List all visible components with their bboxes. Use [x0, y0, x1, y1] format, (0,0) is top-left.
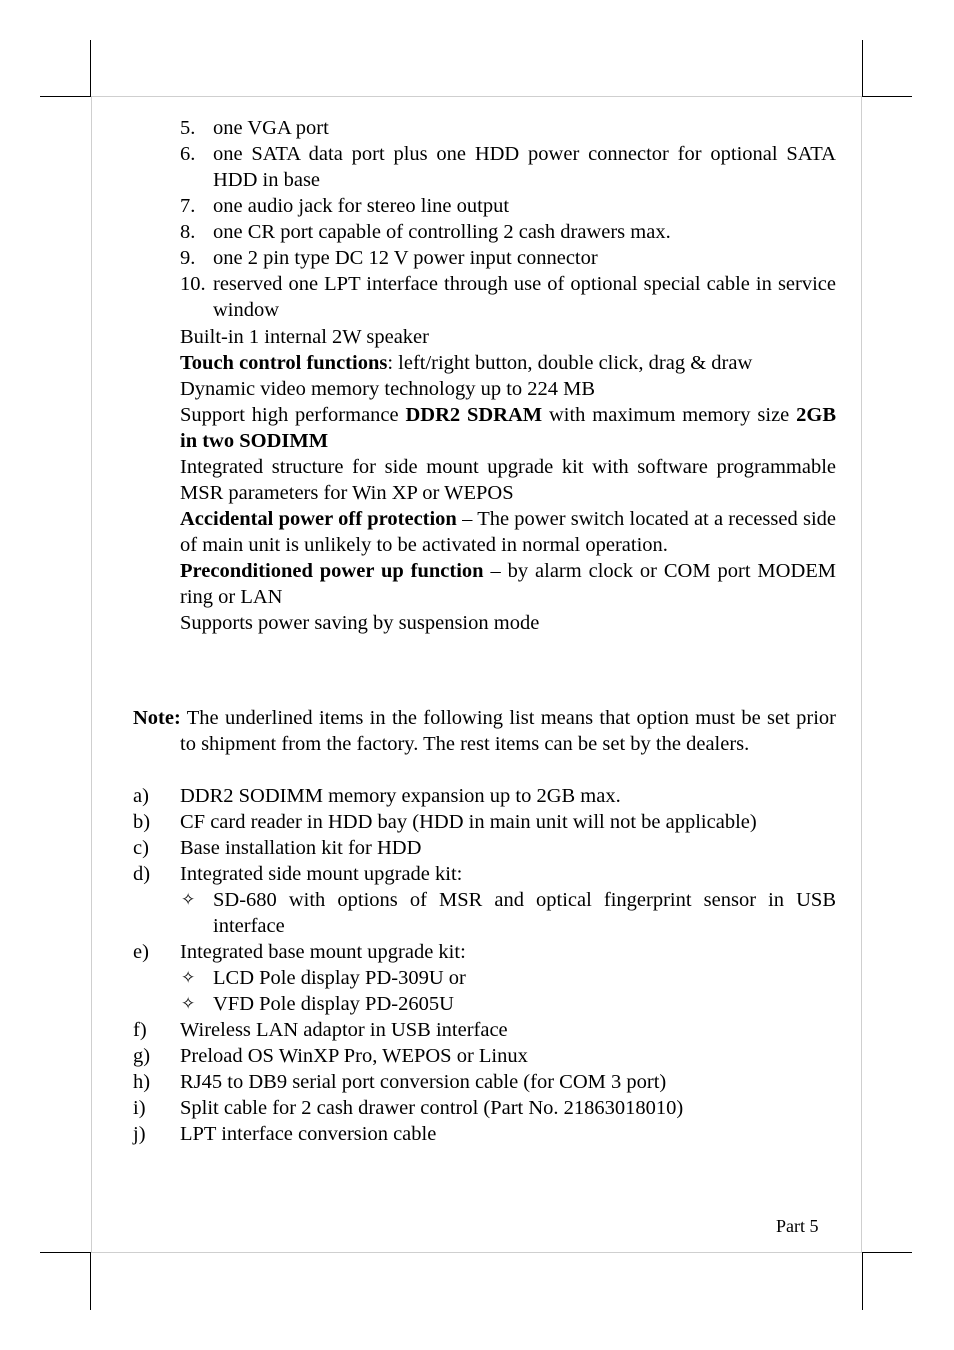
list-item [133, 1069, 836, 1095]
crop-mark-bottom-right-vertical [862, 1253, 863, 1310]
item-text: Wireless LAN adaptor in USB interface [180, 1019, 508, 1041]
precond-paragraph [180, 558, 836, 610]
crop-mark-top-right-vertical [862, 40, 863, 96]
diamond-bullet-icon: ✧ [181, 968, 196, 988]
crop-mark-top-right-horizontal [862, 96, 912, 97]
list-item [180, 193, 836, 219]
list-item [133, 861, 836, 887]
list-item [133, 835, 836, 861]
item-number: 10. [180, 273, 206, 295]
ddr-bold: DDR2 SDRAM [405, 404, 543, 426]
item-text: RJ45 to DB9 serial port conversion cable (for COM 3 port) [180, 1071, 667, 1093]
precond-text: – by alarm clock or COM port MODEM ring or LAN [180, 560, 837, 608]
item-number: 6. [180, 143, 196, 165]
list-item [133, 1121, 836, 1147]
item-text: Integrated side mount upgrade kit: [180, 863, 463, 885]
list-item [133, 939, 836, 965]
diamond-bullet-icon: ✧ [181, 890, 196, 910]
item-letter: g) [133, 1045, 151, 1067]
ddr-paragraph [180, 402, 836, 454]
sub-item-text: SD-680 with options of MSR and optical fingerprint sensor in USB interface [213, 889, 836, 937]
item-number: 9. [180, 247, 196, 269]
sub-item-text: VFD Pole display PD-2605U [213, 993, 454, 1015]
item-number: 7. [180, 195, 196, 217]
ddr-text-mid: with maximum memory size [542, 404, 797, 426]
note-label: Note: [133, 707, 181, 729]
item-letter: e) [133, 941, 149, 963]
item-text: LPT interface conversion cable [180, 1123, 437, 1145]
crop-mark-bottom-left-vertical [90, 1253, 91, 1310]
list-item [133, 1017, 836, 1043]
accidental-heading: Accidental power off protection [180, 508, 457, 530]
item-text: Preload OS WinXP Pro, WEPOS or Linux [180, 1045, 528, 1067]
speaker-paragraph: Built-in 1 internal 2W speaker [180, 326, 429, 348]
list-item [180, 219, 836, 245]
ddr-bold-size: 2GB in two SODIMM [180, 404, 836, 452]
page-footer-label: Part 5 [776, 1216, 819, 1236]
sub-list-item [133, 991, 836, 1017]
list-item [180, 271, 836, 323]
accidental-paragraph [180, 506, 836, 558]
item-letter: j) [133, 1123, 146, 1145]
crop-mark-bottom-left-horizontal [40, 1252, 91, 1253]
item-letter: d) [133, 863, 151, 885]
ddr-text-pre: Support high performance [180, 404, 406, 426]
integrated-paragraph: Integrated structure for side mount upgrade kit with software programmable MSR parameters for Win XP or WEPOS [180, 456, 836, 504]
accidental-text: – The power switch located at a recessed side of main unit is unlikely to be activated in normal operation. [180, 508, 836, 556]
touch-paragraph [180, 350, 836, 376]
list-item [133, 783, 836, 809]
item-text: one audio jack for stereo line output [213, 195, 510, 217]
list-item [180, 115, 836, 141]
precond-heading: Preconditioned power up function [180, 560, 484, 582]
item-text: Split cable for 2 cash drawer control (Part No. 21863018010) [180, 1097, 684, 1119]
crop-mark-bottom-right-horizontal [862, 1252, 912, 1253]
feature-paragraphs [180, 324, 836, 636]
item-text: CF card reader in HDD bay (HDD in main unit will not be applicable) [180, 811, 757, 833]
spec-list [180, 115, 836, 323]
item-text: DDR2 SODIMM memory expansion up to 2GB max. [180, 785, 621, 807]
options-list [133, 783, 836, 1147]
list-item [133, 809, 836, 835]
crop-mark-top-left-vertical [90, 40, 91, 96]
item-letter: b) [133, 811, 151, 833]
item-number: 5. [180, 117, 196, 139]
item-letter: i) [133, 1097, 146, 1119]
power-saving-paragraph: Supports power saving by suspension mode [180, 612, 540, 634]
list-item [133, 1095, 836, 1121]
item-text: Integrated base mount upgrade kit: [180, 941, 466, 963]
list-item [133, 1043, 836, 1069]
touch-heading: Touch control functions [180, 352, 388, 374]
item-text: one VGA port [213, 117, 329, 139]
list-item [180, 141, 836, 193]
list-item [180, 245, 836, 271]
item-letter: a) [133, 785, 149, 807]
touch-text: : left/right button, double click, drag & draw [387, 352, 753, 374]
video-memory-paragraph: Dynamic video memory technology up to 224 MB [180, 378, 596, 400]
item-letter: c) [133, 837, 149, 859]
sub-list-item [133, 887, 836, 939]
diamond-bullet-icon: ✧ [181, 994, 196, 1014]
note-text-block [133, 705, 836, 757]
note-block [133, 705, 836, 757]
item-number: 8. [180, 221, 196, 243]
item-text: one CR port capable of controlling 2 cash drawers max. [213, 221, 671, 243]
item-letter: h) [133, 1071, 151, 1093]
crop-mark-top-left-horizontal [40, 96, 91, 97]
sub-item-text: LCD Pole display PD-309U or [213, 967, 466, 989]
note-text: The underlined items in the following list means that option must be set prior to shipment from the factory. The rest items can be set by the dealers. [180, 707, 836, 755]
sub-list-item [133, 965, 836, 991]
item-text: reserved one LPT interface through use of optional special cable in service window [213, 273, 836, 321]
item-text: Base installation kit for HDD [180, 837, 422, 859]
item-letter: f) [133, 1019, 147, 1041]
item-text: one 2 pin type DC 12 V power input connector [213, 247, 598, 269]
item-text: one SATA data port plus one HDD power connector for optional SATA HDD in base [213, 143, 836, 191]
